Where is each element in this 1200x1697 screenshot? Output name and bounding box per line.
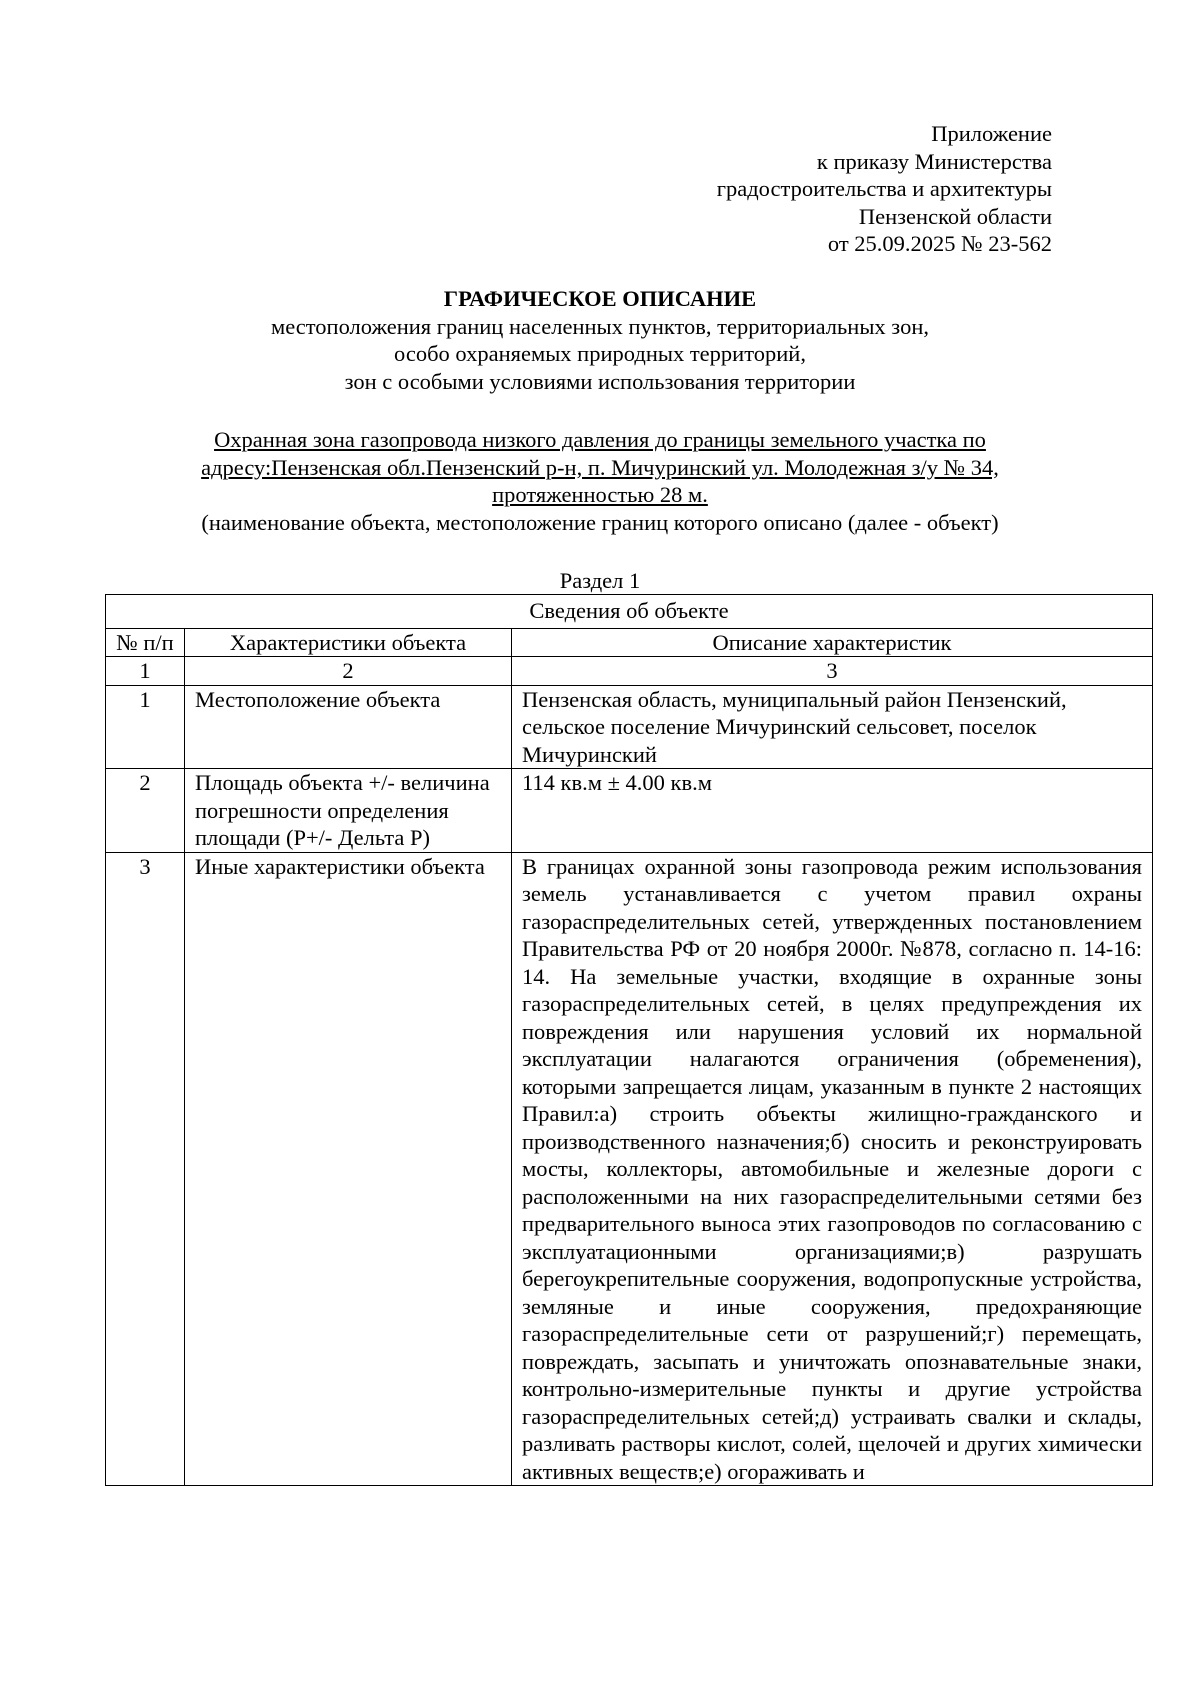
row-characteristic: Площадь объекта +/- величина погрешности определения площади (P+/- Дельта P) xyxy=(185,769,512,853)
row-characteristic: Иные характеристики объекта xyxy=(185,852,512,1486)
table-header-row xyxy=(106,628,1153,657)
object-name-line: Охранная зона газопровода низкого давления до границы земельного участка по xyxy=(214,427,986,452)
header-characteristic: Характеристики объекта xyxy=(185,628,512,657)
row-characteristic: Местоположение объекта xyxy=(185,685,512,769)
row-description: 114 кв.м ± 4.00 кв.м xyxy=(512,769,1153,853)
appendix-line: градостроительства и архитектуры xyxy=(716,176,1052,201)
header-description: Описание характеристик xyxy=(512,628,1153,657)
section-label: Раздел 1 xyxy=(559,568,641,593)
appendix-date-number: от 25.09.2025 № 23-562 xyxy=(827,231,1052,256)
column-number-row xyxy=(106,657,1153,686)
object-name-line: адресу:Пензенская обл.Пензенский р-н, п. Мичуринский ул. Молодежная з/у № 34, xyxy=(201,454,999,480)
header-number: № п/п xyxy=(106,628,185,657)
appendix-line: Приложение xyxy=(931,121,1052,146)
object-name-line: протяженностью 28 м. xyxy=(492,482,708,507)
row-description: В границах охранной зоны газопровода режим использования земель устанавливается с учетом правил охраны газораспределительных сетей, утвержденных постановлением Правительства РФ от 20 ноября 2000г. №878, согласно п. 14-16: 14. На земельные участки, входящие в охранные зоны газораспределительных сетей, в целях предупреждения их повреждения или нарушения условий их нормальной эксплуатации налагаются ограничения (обременения), которыми запрещается лицам, указанным в пункте 2 настоящих Правил:а) строить объекты жилищно-гражданского и производственного назначения;б) сносить и реконструировать мосты, коллекторы, автомобильные и железные дороги с расположенными на них газораспределительными сетями без предварительного выноса этих газопроводов по согласованию с эксплуатационными организациями;в) разрушать берегоукрепительные сооружения, водопропускные устройства, земляные и иные сооружения, предохраняющие газораспределительные сети от разрушений;г) перемещать, повреждать, засыпать и уничтожать опознавательные знаки, контрольно-измерительные пункты и другие устройства газораспределительных сетей;д) устраивать свалки и склады, разливать растворы кислот, солей, щелочей и других химически активных веществ;е) огораживать и xyxy=(512,852,1153,1486)
appendix-line: Пензенской области xyxy=(858,203,1052,229)
table-row xyxy=(106,685,1153,769)
appendix-header xyxy=(717,120,1052,258)
document-subtitle: особо охраняемых природных территорий, xyxy=(394,341,806,366)
row-number: 1 xyxy=(106,685,185,769)
document-title: ГРАФИЧЕСКОЕ ОПИСАНИЕ xyxy=(443,286,757,311)
table-row xyxy=(106,769,1153,853)
column-number: 3 xyxy=(512,657,1153,686)
document-subtitle: зон с особыми условиями использования территории xyxy=(344,368,856,394)
appendix-line: к приказу Министерства xyxy=(816,148,1052,174)
row-number: 3 xyxy=(106,852,185,1486)
column-number: 1 xyxy=(106,657,185,686)
row-number: 2 xyxy=(106,769,185,853)
row-description: Пензенская область, муниципальный район Пензенский, сельское поселение Мичуринский сельсовет, поселок Мичуринский xyxy=(512,685,1153,769)
title-block xyxy=(100,285,1100,395)
column-number: 2 xyxy=(185,657,512,686)
object-name-block xyxy=(100,426,1100,536)
object-caption: (наименование объекта, местоположение границ которого описано (далее - объект) xyxy=(201,509,999,535)
table-row xyxy=(106,852,1153,1486)
table-title-row xyxy=(106,595,1153,629)
table-title: Сведения об объекте xyxy=(106,595,1153,629)
object-info-table xyxy=(105,594,1153,1486)
document-subtitle: местоположения границ населенных пунктов, территориальных зон, xyxy=(271,313,929,339)
